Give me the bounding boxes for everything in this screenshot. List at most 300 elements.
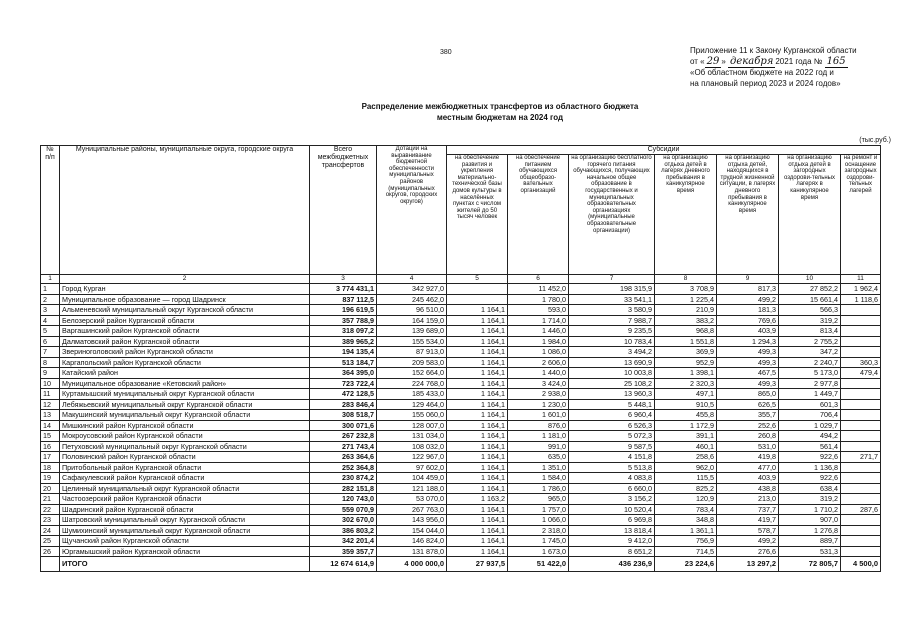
amount-cell — [841, 378, 881, 389]
row-number: 21 — [41, 494, 60, 505]
amount-cell: 1 745,0 — [508, 536, 569, 547]
amount-cell: 1 164,1 — [447, 357, 508, 368]
amount-cell: 479,4 — [841, 368, 881, 379]
transfers-table — [40, 145, 881, 572]
municipality-name: Куртамышский муниципальный округ Курганской области — [60, 389, 310, 400]
amount-cell: 910,5 — [655, 399, 717, 410]
appendix-line3: «Об областном бюджете на 2022 год и — [690, 68, 834, 77]
amount-cell: 769,6 — [717, 315, 779, 326]
municipality-name: Шумихинский муниципальный округ Курганской области — [60, 525, 310, 536]
column-index-cell: 7 — [569, 275, 655, 284]
header-name: Муниципальные районы, муниципальные округа, городские округа — [60, 146, 310, 275]
amount-cell: 1 398,1 — [655, 368, 717, 379]
amount-cell: 1 164,1 — [447, 515, 508, 526]
amount-cell: 121 188,0 — [377, 483, 447, 494]
column-index-row — [41, 275, 881, 284]
amount-cell: 155 060,0 — [377, 410, 447, 421]
amount-cell: 13 960,3 — [569, 389, 655, 400]
amount-cell — [841, 389, 881, 400]
amount-cell: 991,0 — [508, 441, 569, 452]
amount-cell: 438,8 — [717, 483, 779, 494]
amount-cell: 348,8 — [655, 515, 717, 526]
municipality-name: Звериноголовский район Курганской области — [60, 347, 310, 358]
amount-cell: 5 513,8 — [569, 462, 655, 473]
amount-cell: 3 494,2 — [569, 347, 655, 358]
amount-cell: 271 743,4 — [310, 441, 377, 452]
amount-cell: 155 534,0 — [377, 336, 447, 347]
row-number: 15 — [41, 431, 60, 442]
total-label: ИТОГО — [60, 557, 310, 572]
amount-cell — [841, 410, 881, 421]
total-row — [41, 557, 881, 572]
row-number: 13 — [41, 410, 60, 421]
total-amount: 27 937,5 — [447, 557, 508, 572]
amount-cell: 783,4 — [655, 504, 717, 515]
row-number: 17 — [41, 452, 60, 463]
municipality-name: Целинный муниципальный округ Курганской области — [60, 483, 310, 494]
table-row — [41, 399, 881, 410]
amount-cell: 386 803,2 — [310, 525, 377, 536]
amount-cell: 143 956,0 — [377, 515, 447, 526]
header-sub: на ремонт и оснащение загородных оздорови-тельных лагерей — [841, 155, 881, 275]
amount-cell: 1 446,0 — [508, 326, 569, 337]
amount-cell: 593,0 — [508, 305, 569, 316]
amount-cell: 1 164,1 — [447, 546, 508, 557]
amount-cell: 10 520,4 — [569, 504, 655, 515]
amount-cell: 1 136,8 — [779, 462, 841, 473]
row-number: 11 — [41, 389, 60, 400]
amount-cell: 1 164,1 — [447, 473, 508, 484]
appendix-line4: на плановый период 2023 и 2024 годов» — [690, 79, 841, 88]
amount-cell: 1 164,1 — [447, 378, 508, 389]
amount-cell: 5 072,3 — [569, 431, 655, 442]
municipality-name: Петуховский муниципальный округ Курганской области — [60, 441, 310, 452]
row-number: 22 — [41, 504, 60, 515]
amount-cell: 53 070,0 — [377, 494, 447, 505]
amount-cell: 364 395,0 — [310, 368, 377, 379]
municipality-name: Альменевский муниципальный округ Курганской области — [60, 305, 310, 316]
amount-cell: 1 181,0 — [508, 431, 569, 442]
amount-cell: 1 780,0 — [508, 294, 569, 305]
amount-cell: 1 757,0 — [508, 504, 569, 515]
amount-cell: 3 424,0 — [508, 378, 569, 389]
municipality-name: Шатровский муниципальный округ Курганской области — [60, 515, 310, 526]
amount-cell: 13 818,4 — [569, 525, 655, 536]
amount-cell: 2 320,3 — [655, 378, 717, 389]
amount-cell: 120 743,0 — [310, 494, 377, 505]
municipality-name: Катайский район — [60, 368, 310, 379]
amount-cell: 1 164,1 — [447, 305, 508, 316]
handwritten-month: декабря — [730, 56, 774, 67]
amount-cell: 342 927,0 — [377, 284, 447, 295]
total-amount: 23 224,6 — [655, 557, 717, 572]
amount-cell: 383,2 — [655, 315, 717, 326]
document-title: Распределение межбюджетных трансфертов из областного бюджета местным бюджетам на 2024 год — [361, 102, 639, 122]
amount-cell: 865,0 — [717, 389, 779, 400]
amount-cell: 1 164,1 — [447, 504, 508, 515]
amount-cell: 245 462,0 — [377, 294, 447, 305]
total-amount — [41, 557, 60, 572]
amount-cell: 578,7 — [717, 525, 779, 536]
table-row — [41, 473, 881, 484]
amount-cell: 1 066,0 — [508, 515, 569, 526]
total-amount: 13 297,2 — [717, 557, 779, 572]
amount-cell: 1 172,9 — [655, 420, 717, 431]
amount-cell: 706,4 — [779, 410, 841, 421]
amount-cell: 25 108,2 — [569, 378, 655, 389]
amount-cell: 714,5 — [655, 546, 717, 557]
amount-cell: 965,0 — [508, 494, 569, 505]
municipality-name: Варгашинский район Курганской области — [60, 326, 310, 337]
amount-cell: 1 164,1 — [447, 462, 508, 473]
header-total: Всего межбюджетных трансфертов — [310, 146, 377, 275]
amount-cell: 1 164,1 — [447, 326, 508, 337]
amount-cell: 635,0 — [508, 452, 569, 463]
amount-cell: 477,0 — [717, 462, 779, 473]
amount-cell: 5 448,1 — [569, 399, 655, 410]
amount-cell: 369,9 — [655, 347, 717, 358]
amount-cell: 467,5 — [717, 368, 779, 379]
total-amount: 4 000 000,0 — [377, 557, 447, 572]
page-number: 380 — [440, 49, 452, 56]
amount-cell: 347,2 — [779, 347, 841, 358]
amount-cell: 96 510,0 — [377, 305, 447, 316]
amount-cell — [841, 305, 881, 316]
municipality-name: Лебяжьевский муниципальный округ Курганской области — [60, 399, 310, 410]
amount-cell: 263 364,6 — [310, 452, 377, 463]
amount-cell: 318 097,2 — [310, 326, 377, 337]
amount-cell: 1 584,0 — [508, 473, 569, 484]
amount-cell: 513 184,7 — [310, 357, 377, 368]
amount-cell: 1 786,0 — [508, 483, 569, 494]
amount-cell: 6 969,8 — [569, 515, 655, 526]
amount-cell: 7 988,7 — [569, 315, 655, 326]
amount-cell — [841, 525, 881, 536]
amount-cell: 128 007,0 — [377, 420, 447, 431]
amount-cell: 1 601,0 — [508, 410, 569, 421]
amount-cell: 357 788,9 — [310, 315, 377, 326]
amount-cell: 108 032,0 — [377, 441, 447, 452]
amount-cell: 4 151,8 — [569, 452, 655, 463]
appendix-header — [690, 45, 857, 89]
row-number: 9 — [41, 368, 60, 379]
amount-cell: 1 029,7 — [779, 420, 841, 431]
row-number: 4 — [41, 315, 60, 326]
amount-cell: 455,8 — [655, 410, 717, 421]
municipality-name: Белозерский район Курганской области — [60, 315, 310, 326]
table-row — [41, 347, 881, 358]
amount-cell: 389 965,2 — [310, 336, 377, 347]
table-row — [41, 389, 881, 400]
table-row — [41, 378, 881, 389]
row-number: 16 — [41, 441, 60, 452]
amount-cell: 9 587,5 — [569, 441, 655, 452]
municipality-name: Притобольный район Курганской области — [60, 462, 310, 473]
column-index-cell: 2 — [60, 275, 310, 284]
table-row — [41, 326, 881, 337]
column-index-cell: 4 — [377, 275, 447, 284]
amount-cell: 6 526,3 — [569, 420, 655, 431]
amount-cell: 1 086,0 — [508, 347, 569, 358]
amount-cell: 499,3 — [717, 357, 779, 368]
amount-cell: 276,6 — [717, 546, 779, 557]
amount-cell — [841, 473, 881, 484]
municipality-name: Далматовский район Курганской области — [60, 336, 310, 347]
amount-cell: 252,6 — [717, 420, 779, 431]
amount-cell: 499,3 — [717, 378, 779, 389]
amount-cell: 825,2 — [655, 483, 717, 494]
table-row — [41, 420, 881, 431]
municipality-name: Щучанский район Курганской области — [60, 536, 310, 547]
amount-cell: 2 606,0 — [508, 357, 569, 368]
amount-cell — [841, 326, 881, 337]
amount-cell: 129 464,0 — [377, 399, 447, 410]
amount-cell: 922,6 — [779, 452, 841, 463]
row-number: 18 — [41, 462, 60, 473]
amount-cell: 1 440,0 — [508, 368, 569, 379]
amount-cell: 561,4 — [779, 441, 841, 452]
amount-cell: 638,4 — [779, 483, 841, 494]
row-number: 19 — [41, 473, 60, 484]
column-index-cell: 8 — [655, 275, 717, 284]
amount-cell: 626,5 — [717, 399, 779, 410]
amount-cell: 1 118,6 — [841, 294, 881, 305]
amount-cell: 131 034,0 — [377, 431, 447, 442]
row-number: 1 — [41, 284, 60, 295]
row-number: 23 — [41, 515, 60, 526]
amount-cell: 494,2 — [779, 431, 841, 442]
row-number: 7 — [41, 347, 60, 358]
amount-cell: 391,1 — [655, 431, 717, 442]
header-sub: на организацию отдыха детей в лагерях дневного пребывания в каникулярное время — [655, 155, 717, 275]
amount-cell: 889,7 — [779, 536, 841, 547]
header-sub: на обеспечение питанием обучающихся общеобразо-вательных организаций — [508, 155, 569, 275]
amount-cell: 403,9 — [717, 326, 779, 337]
amount-cell: 267 232,8 — [310, 431, 377, 442]
amount-cell: 601,3 — [779, 399, 841, 410]
amount-cell: 319,2 — [779, 315, 841, 326]
amount-cell: 962,0 — [655, 462, 717, 473]
amount-cell: 1 164,1 — [447, 441, 508, 452]
amount-cell: 1 714,0 — [508, 315, 569, 326]
column-index-cell: 1 — [41, 275, 60, 284]
amount-cell: 271,7 — [841, 452, 881, 463]
amount-cell: 209 583,0 — [377, 357, 447, 368]
amount-cell: 1 276,8 — [779, 525, 841, 536]
amount-cell — [841, 515, 881, 526]
amount-cell: 9 235,5 — [569, 326, 655, 337]
amount-cell: 33 541,1 — [569, 294, 655, 305]
total-amount: 436 236,9 — [569, 557, 655, 572]
table-row — [41, 462, 881, 473]
amount-cell: 10 003,8 — [569, 368, 655, 379]
amount-cell: 2 938,0 — [508, 389, 569, 400]
unit-label: (тыс.руб.) — [859, 137, 891, 144]
amount-cell: 737,7 — [717, 504, 779, 515]
header-sub: на обеспечение развития и укрепления материально-технической базы домов культуры в населённых пунктах с числом жителей до 50 тысяч человек — [447, 155, 508, 275]
table-row — [41, 536, 881, 547]
municipality-name: Юргамышский район Курганской области — [60, 546, 310, 557]
amount-cell: 1 164,1 — [447, 410, 508, 421]
amount-cell: 2 977,8 — [779, 378, 841, 389]
amount-cell — [447, 284, 508, 295]
amount-cell: 213,0 — [717, 494, 779, 505]
amount-cell: 8 651,2 — [569, 546, 655, 557]
amount-cell: 1 163,2 — [447, 494, 508, 505]
table-row — [41, 483, 881, 494]
amount-cell: 97 602,0 — [377, 462, 447, 473]
amount-cell: 1 164,1 — [447, 536, 508, 547]
row-number: 25 — [41, 536, 60, 547]
amount-cell: 5 173,0 — [779, 368, 841, 379]
amount-cell — [841, 420, 881, 431]
row-number: 2 — [41, 294, 60, 305]
table-row — [41, 336, 881, 347]
amount-cell: 1 164,1 — [447, 389, 508, 400]
column-index-cell: 6 — [508, 275, 569, 284]
header-dotations: Дотации на выравнивание бюджетной обеспеченности муниципальных районов (муниципальных округов, городских округов) — [377, 146, 447, 275]
column-index-cell: 10 — [779, 275, 841, 284]
amount-cell: 499,2 — [717, 536, 779, 547]
amount-cell: 152 664,0 — [377, 368, 447, 379]
amount-cell — [841, 431, 881, 442]
column-index-cell: 9 — [717, 275, 779, 284]
total-amount: 72 805,7 — [779, 557, 841, 572]
table-row — [41, 410, 881, 421]
amount-cell: 252 364,8 — [310, 462, 377, 473]
amount-cell: 2 755,2 — [779, 336, 841, 347]
amount-cell: 1 984,0 — [508, 336, 569, 347]
table-row — [41, 294, 881, 305]
amount-cell: 817,3 — [717, 284, 779, 295]
table-row — [41, 504, 881, 515]
municipality-name: Город Курган — [60, 284, 310, 295]
municipality-name: Мишкинский район Курганской области — [60, 420, 310, 431]
amount-cell: 1 361,1 — [655, 525, 717, 536]
amount-cell: 87 913,0 — [377, 347, 447, 358]
row-number: 12 — [41, 399, 60, 410]
amount-cell — [841, 536, 881, 547]
amount-cell — [841, 441, 881, 452]
municipality-name: Макушинский муниципальный округ Курганской области — [60, 410, 310, 421]
amount-cell: 1 164,1 — [447, 431, 508, 442]
table-row — [41, 431, 881, 442]
amount-cell: 1 710,2 — [779, 504, 841, 515]
amount-cell: 3 156,2 — [569, 494, 655, 505]
amount-cell: 122 967,0 — [377, 452, 447, 463]
amount-cell: 419,7 — [717, 515, 779, 526]
amount-cell: 1 294,3 — [717, 336, 779, 347]
amount-cell: 11 452,0 — [508, 284, 569, 295]
amount-cell: 1 962,4 — [841, 284, 881, 295]
amount-cell: 1 673,0 — [508, 546, 569, 557]
amount-cell — [841, 399, 881, 410]
header-sub: на организацию отдыха детей, находящихся в трудной жизненной ситуации, в лагерях дневного пребывания в каникулярное время — [717, 155, 779, 275]
amount-cell: 531,3 — [779, 546, 841, 557]
amount-cell: 566,3 — [779, 305, 841, 316]
appendix-line2: от « 29 » декабря 2021 года № 165 — [690, 56, 846, 67]
amount-cell: 287,6 — [841, 504, 881, 515]
municipality-name: Мокроусовский район Курганской области — [60, 431, 310, 442]
amount-cell: 139 689,0 — [377, 326, 447, 337]
row-number: 24 — [41, 525, 60, 536]
amount-cell: 499,2 — [717, 294, 779, 305]
municipality-name: Каргапольский район Курганской области — [60, 357, 310, 368]
amount-cell: 1 164,1 — [447, 452, 508, 463]
amount-cell: 319,2 — [779, 494, 841, 505]
amount-cell: 360,3 — [841, 357, 881, 368]
amount-cell: 1 164,1 — [447, 420, 508, 431]
table-row — [41, 515, 881, 526]
column-index-cell: 11 — [841, 275, 881, 284]
amount-cell: 342 201,4 — [310, 536, 377, 547]
table-row — [41, 357, 881, 368]
header-sub: на организацию бесплатного горячего питания обучающихся, получающих начальное общее образование в государственных и муниципальных образовательных организациях (муниципальные образовательные организации) — [569, 155, 655, 275]
amount-cell: 258,6 — [655, 452, 717, 463]
total-amount: 51 422,0 — [508, 557, 569, 572]
amount-cell: 164 159,0 — [377, 315, 447, 326]
amount-cell: 907,0 — [779, 515, 841, 526]
amount-cell: 1 164,1 — [447, 336, 508, 347]
header-subsidies: Субсидии — [447, 146, 881, 155]
amount-cell: 4 083,8 — [569, 473, 655, 484]
amount-cell: 115,5 — [655, 473, 717, 484]
amount-cell: 952,9 — [655, 357, 717, 368]
amount-cell — [841, 546, 881, 557]
amount-cell: 460,1 — [655, 441, 717, 452]
municipality-name: Шадринский район Курганской области — [60, 504, 310, 515]
table-row — [41, 315, 881, 326]
amount-cell: 1 225,4 — [655, 294, 717, 305]
row-number: 3 — [41, 305, 60, 316]
amount-cell: 308 518,7 — [310, 410, 377, 421]
amount-cell: 359 357,7 — [310, 546, 377, 557]
amount-cell: 154 044,0 — [377, 525, 447, 536]
amount-cell: 146 824,0 — [377, 536, 447, 547]
row-number: 20 — [41, 483, 60, 494]
amount-cell: 499,3 — [717, 347, 779, 358]
amount-cell: 131 878,0 — [377, 546, 447, 557]
amount-cell: 1 449,7 — [779, 389, 841, 400]
table-row — [41, 546, 881, 557]
amount-cell — [841, 494, 881, 505]
amount-cell: 9 412,0 — [569, 536, 655, 547]
table-row — [41, 452, 881, 463]
amount-cell: 13 690,9 — [569, 357, 655, 368]
table-row — [41, 284, 881, 295]
row-number: 26 — [41, 546, 60, 557]
amount-cell: 1 164,1 — [447, 483, 508, 494]
amount-cell — [447, 294, 508, 305]
amount-cell: 1 164,1 — [447, 315, 508, 326]
amount-cell: 837 112,5 — [310, 294, 377, 305]
amount-cell: 723 722,4 — [310, 378, 377, 389]
amount-cell: 3 774 431,1 — [310, 284, 377, 295]
amount-cell: 472 128,5 — [310, 389, 377, 400]
amount-cell: 210,9 — [655, 305, 717, 316]
appendix-line1: Приложение 11 к Закону Курганской области — [690, 46, 857, 55]
column-index-cell: 5 — [447, 275, 508, 284]
amount-cell: 15 661,4 — [779, 294, 841, 305]
total-amount: 4 500,0 — [841, 557, 881, 572]
row-number: 14 — [41, 420, 60, 431]
table-row — [41, 368, 881, 379]
amount-cell: 355,7 — [717, 410, 779, 421]
municipality-name: Сафакулевский район Курганской области — [60, 473, 310, 484]
municipality-name: Муниципальное образование «Кетовский район» — [60, 378, 310, 389]
amount-cell: 6 660,0 — [569, 483, 655, 494]
amount-cell: 813,4 — [779, 326, 841, 337]
